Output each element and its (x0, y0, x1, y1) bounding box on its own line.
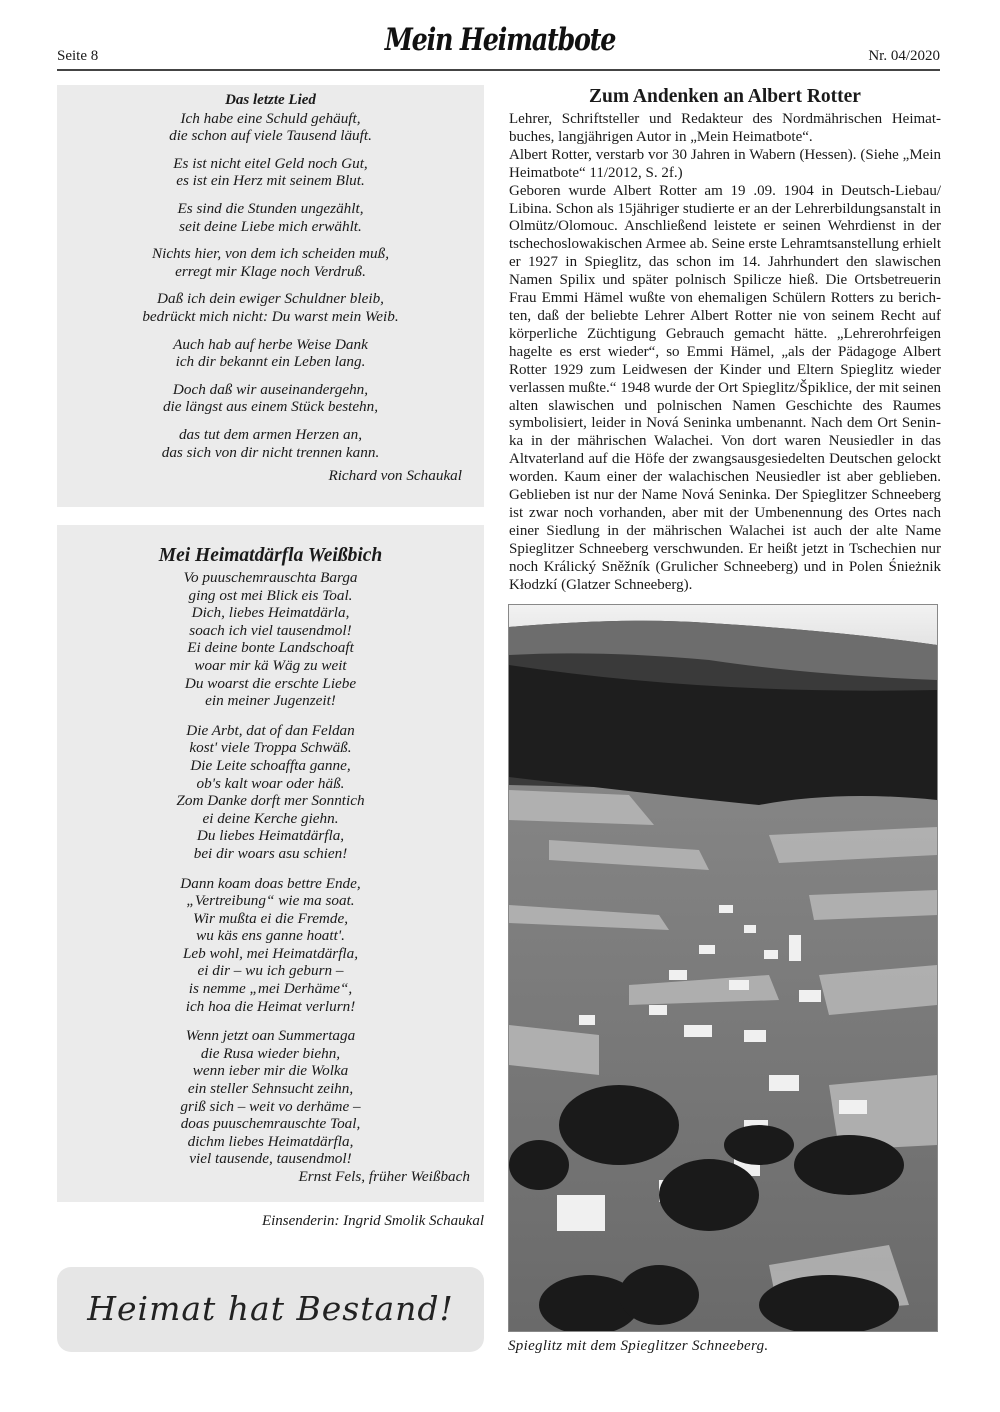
poem-line: ging ost mei Blick eis Toal. (188, 586, 353, 604)
poem-line: dichm liebes Heimatdärfla, (187, 1132, 354, 1150)
poem-line: ein meiner Jugenzeit! (205, 692, 336, 710)
poem-line: ich hoa die Heimat verlurn! (185, 997, 356, 1015)
poem-title: Mei Heimatdärfla Weißbich (158, 545, 383, 566)
poem-stanza (57, 245, 484, 280)
poem-line: wu käs ens ganne hoatt'. (196, 927, 345, 945)
poem-stanza (57, 722, 484, 863)
poem-line: ich dir bekannt ein Leben lang. (175, 353, 366, 371)
article-body (509, 111, 941, 594)
page-header (0, 0, 1000, 72)
page-number: Seite 8 (57, 48, 99, 64)
poem-line: Es sind die Stunden ungezählt, (177, 199, 364, 217)
masthead-logo: Mein Heimatbote (384, 22, 616, 58)
poem-line: viel tausende, tausendmol! (189, 1150, 352, 1168)
poem-line: Ei deine bonte Landschoaft (187, 639, 354, 657)
poem-line: griß sich – weit vo derhäme – (180, 1097, 361, 1115)
village-photo (508, 604, 938, 1332)
poem-sender: Einsenderin: Ingrid Smolik Schaukal (261, 1213, 484, 1229)
poem-line: doas puuschemrauschte Toal, (180, 1115, 361, 1133)
poem-line: Vo puuschemrauschta Barga (183, 569, 358, 586)
poem-line: bei dir woars asu schien! (193, 844, 348, 862)
poem-stanza (57, 875, 484, 1016)
poem-line: woar mir kä Wäg zu weit (194, 656, 347, 674)
poem-line: Nichts hier, von dem ich scheiden muß, (151, 245, 390, 263)
poem-line: die schon auf viele Tausend läuft. (169, 127, 372, 145)
poem-line: erregt mir Klage noch Verdruß. (175, 262, 366, 280)
poem-line: Daß ich dein ewiger Schuldner bleib, (157, 290, 384, 308)
poem-stanza (57, 569, 484, 710)
poem-line: die Rusa wieder biehn, (200, 1044, 341, 1062)
poem-author: Richard von Schaukal (328, 467, 462, 485)
poem-line: Auch hab auf herbe Weise Dank (173, 335, 368, 353)
poem-line: ei dir – wu ich geburn – (197, 962, 344, 980)
poem-title: Das letzte Lied (225, 92, 316, 108)
poem-line: Du woarst die erschte Liebe (184, 674, 357, 692)
poem-line: das sich von dir nicht trennen kann. (161, 443, 380, 461)
poem-line: Ich habe eine Schuld gehäuft, (180, 109, 361, 127)
poem-line: is nemme „mei Derhäme“, (188, 980, 353, 998)
poem-line: die längst aus einem Stück bestehn, (162, 398, 379, 416)
poem-line: Dann koam doas bettre Ende, (180, 874, 361, 892)
poem-line: bedrückt mich nicht: Du warst mein Weib. (142, 307, 399, 325)
photo-illustration (509, 605, 937, 1331)
poem-stanza (57, 200, 484, 235)
poem-line: soach ich viel tausendmol! (189, 621, 352, 639)
poem-line: kost' viele Troppa Schwäß. (189, 739, 352, 757)
poem-line: Wir mußta ei die Fremde, (192, 909, 349, 927)
poem-line: Du liebes Heimatdärfla, (196, 827, 345, 845)
poem-line: Doch daß wir auseinandergehn, (172, 380, 369, 398)
header-divider (57, 69, 940, 71)
poem-line: es ist ein Herz mit seinem Blut. (176, 172, 365, 190)
photo-caption: Spieglitz mit dem Spieglitzer Schneeberg. (508, 1338, 769, 1354)
poem-stanza (57, 290, 484, 325)
poem-stanza (57, 110, 484, 145)
poem-stanzas (57, 110, 484, 462)
poem-line: ei deine Kerche giehn. (202, 809, 339, 827)
poem-line: wenn ieber mir die Wolka (192, 1062, 349, 1080)
motto-text: Heimat hat Bestand! (87, 1289, 454, 1328)
poem-box-heimatdaerfla (57, 525, 484, 1202)
poem-line: Die Leite schoaffta ganne, (190, 756, 351, 774)
poem-stanza (57, 426, 484, 461)
poem-stanzas (57, 569, 484, 1168)
poem-box-das-letzte-lied (57, 85, 484, 507)
poem-line: ob's kalt woar oder häß. (196, 774, 345, 792)
poem-author: Ernst Fels, früher Weißbach (298, 1168, 470, 1185)
poem-stanza (57, 336, 484, 371)
motto-banner (57, 1267, 484, 1352)
issue-number: Nr. 04/2020 (868, 48, 940, 64)
poem-line: Zom Danke dorft mer Sonntich (176, 792, 365, 810)
article-paragraph: Albert Rotter, verstarb vor 30 Jahren in Wabern (Hessen). (Siehe „Mein Heimatbote“ 11/2012, S. 2f.) (509, 146, 941, 181)
poem-stanza (57, 381, 484, 416)
poem-line: seit deine Liebe mich erwählt. (179, 217, 362, 235)
poem-stanza (57, 1027, 484, 1168)
poem-line: Die Arbt, dat of dan Feldan (186, 721, 355, 739)
poem-line: Es ist nicht eitel Geld noch Gut, (173, 154, 368, 172)
poem-line: Dich, liebes Heimatdärla, (191, 604, 350, 622)
article-title: Zum Andenken an Albert Rotter (589, 86, 861, 107)
article-paragraph: Lehrer, Schriftsteller und Redakteur des Nordmährischen Heimatbuches, langjährigen Autor in „Mein Heimatbote“. (509, 111, 941, 145)
poem-line: Leb wohl, mei Heimatdärfla, (182, 944, 359, 962)
poem-line: ein steller Sehnsucht zeihn, (187, 1080, 354, 1098)
poem-line: Wenn jetzt oan Summertaga (185, 1027, 356, 1045)
poem-line: „Vertreibung“ wie ma soat. (186, 892, 355, 910)
poem-line: das tut dem armen Herzen an, (178, 425, 363, 443)
poem-stanza (57, 155, 484, 190)
article-albert-rotter (509, 85, 941, 594)
article-paragraph: Geboren wurde Albert Rotter am 19 .09. 1904 in Deutsch-Liebau/ Libina. Schon als 15jähriger studierte er an der Lehrerbildungsanstalt in Olmütz/Olomouc. Anschließend leistete er seinen Wehrdienst in der tschechoslowakischen Armee ab. Seine erste Lehramtsanstellung erhielt er 1927 in Spieglitz, das schon im 14. Jahrhundert den slawischen Namen Spilix und später polnisch Spilicze hieß. Die Ortsbetreuerin Frau Emmi Hämel wußte von ehemaligen Schülern Rotters zu berichten, daß der beliebte Lehrer Albert Rotter nie von seinem Recht auf körperliche Züchtigung Gebrauch gemacht hätte. „Lehrerohrfeigen hagelte es erst wieder“, so Emmi Hämel, „als der Pädagoge Albert Rotter 1929 zum Leidwesen der Kinder und Eltern Spieglitz wieder verlassen mußte.“ 1948 wurde der Ort Spieglitz/Špiklice, der mit seinen alten slawischen und polnischen Namen Geschichte des Raumes symbolisiert, leider in Nová Seninka umbenannt. Nach dem Ort Seninka in der mährischen Walachei. Von dort waren Neusiedler in das Altvaterland auf die Höfe der zwangsausgesiedelten Deutschen gelockt worden. Kaum einer der walachischen Neusiedler ist aber geblieben. Geblieben ist nur der Name Nová Seninka. Der Spieglitzer Schneeberg ist zwar noch vorhanden, aber mit der Umbenennung des Ortes nach einer Siedlung in der mährischen Walachei ist auch der alte Name Spieglitzer Schneeberg verschwunden. Er heißt jetzt in Tschechien nur noch Králický Sněžník (Grulicher Schneeberg) und in Polen Śnieżnik Kłodzkí (Glatzer Schneeberg). (509, 182, 941, 593)
